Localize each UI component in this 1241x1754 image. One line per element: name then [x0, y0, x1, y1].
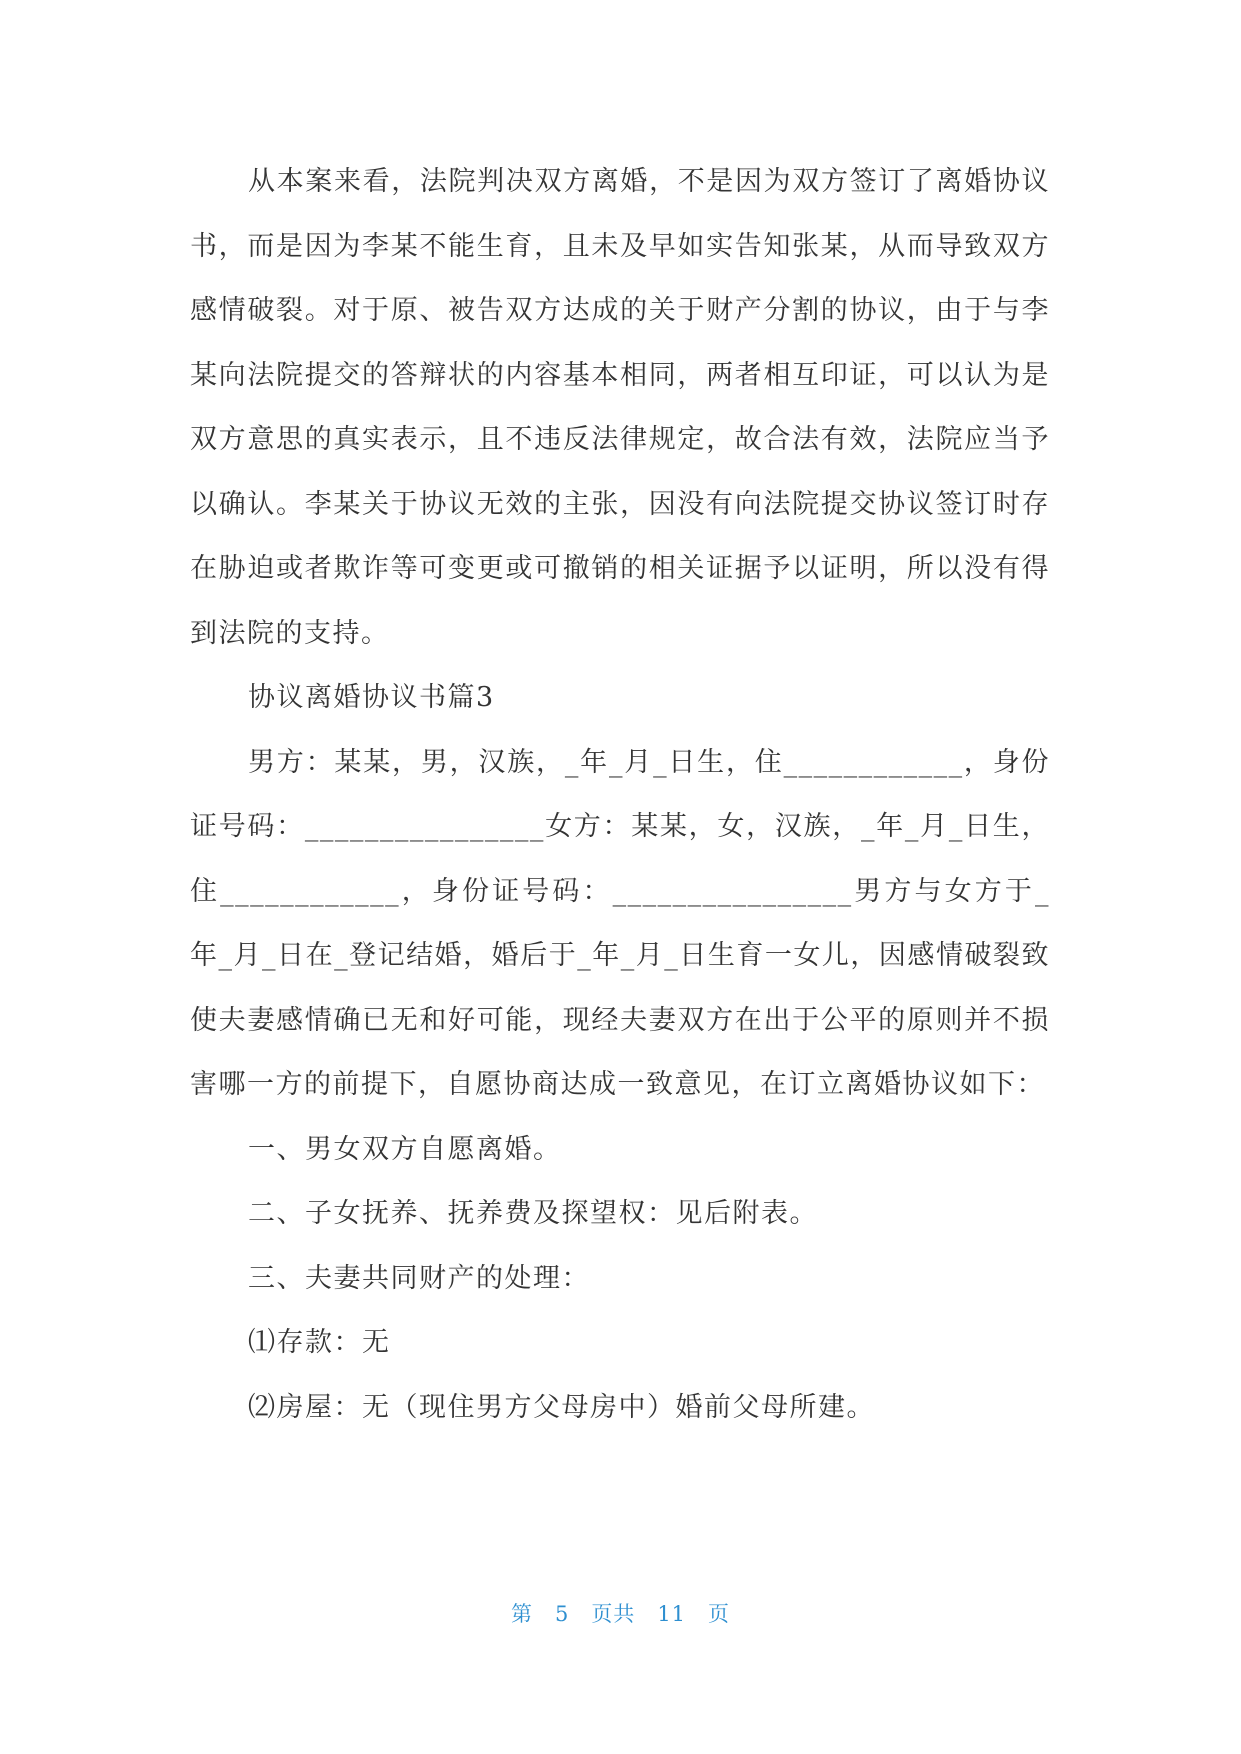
clause-2: 二、子女抚养、抚养费及探望权：见后附表。: [248, 1198, 818, 1229]
paragraph-case-analysis: 从本案来看，法院判决双方离婚，不是因为双方签订了离婚协议书，而是因为李某不能生育，且未及早如实告知张某，从而导致双方感情破裂。对于原、被告双方达成的关于财产分割的协议，由于与李某向法院提交的答辩状的内容基本相同，两者相互印证，可以认为是双方意思的真实表示，且不违反法律规定，故合法有效，法院应当予以确认。李某关于协议无效的主张，因没有向法院提交协议签订时存在胁迫或者欺诈等可变更或可撤销的相关证据予以证明，所以没有得到法院的支持。: [190, 166, 1050, 649]
document-body: [190, 150, 1050, 1440]
section-heading: 协议离婚协议书篇3: [248, 682, 495, 713]
page-total: 11: [657, 1602, 687, 1626]
page-footer: [0, 1598, 1241, 1628]
page-prefix: 第: [510, 1602, 533, 1626]
paragraph-parties: 男方：某某，男，汉族，_年_月_日生，住____________，身份证号码：________________女方：某某，女，汉族，_年_月_日生，住____________，身份证号码：________________男方与女方于_年_月_日在_登记结婚，婚后于_年_月_日生育一女儿，因感情破裂致使夫妻感情确已无和好可能，现经夫妻双方在出于公平的原则并不损害哪一方的前提下，自愿协商达成一致意见，在订立离婚协议如下：: [190, 746, 1050, 1100]
clause-3-item-2: ⑵房屋：无（现住男方父母房中）婚前父母所建。: [248, 1391, 875, 1423]
page-current: 5: [554, 1602, 570, 1626]
clause-1: 一、男女双方自愿离婚。: [248, 1133, 562, 1165]
clause-3: 三、夫妻共同财产的处理：: [248, 1262, 590, 1294]
page-middle: 页共: [591, 1602, 636, 1626]
clause-3-item-1: ⑴存款：无: [248, 1327, 391, 1358]
page-suffix: 页: [708, 1602, 731, 1626]
